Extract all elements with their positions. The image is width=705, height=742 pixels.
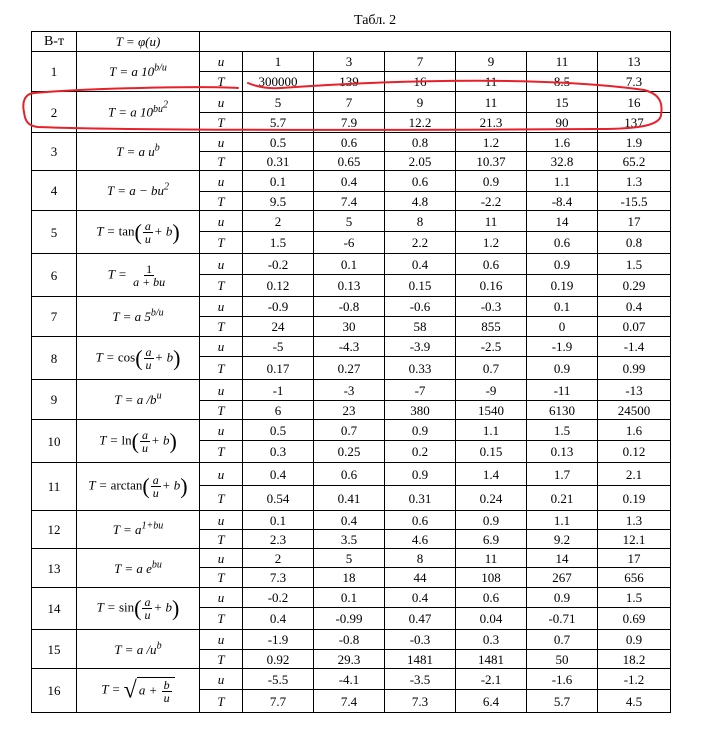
t-value-cell: 5.7 [527,690,598,713]
table-row [32,669,671,690]
u-value-cell: 0.8 [385,133,456,152]
formula-cell: T = cos( $\frac{a}{u}$ + b) [77,337,200,380]
t-value-cell: 1481 [456,650,527,669]
t-value-cell: 0.19 [527,275,598,297]
t-value-cell: 2.3 [243,530,314,549]
t-value-cell: 18 [314,568,385,588]
u-value-cell: 0.1 [314,254,385,275]
t-value-cell: 7.4 [314,192,385,211]
u-value-cell: 1.5 [598,254,671,275]
formula-cell: $T = a^{1+bu}$ [77,511,200,549]
t-label: T [200,530,243,549]
u-label: u [200,297,243,317]
t-value-cell: 1.5 [243,232,314,254]
formula-cell: T = a $u^b$ [77,133,200,171]
t-value-cell: 9.2 [527,530,598,549]
t-value-cell: 4.5 [598,690,671,713]
u-value-cell: 0.4 [314,511,385,530]
t-value-cell: 0.33 [385,357,456,380]
t-value-cell: 0.27 [314,357,385,380]
u-value-cell: 0.9 [527,254,598,275]
u-value-cell: 0.6 [385,171,456,192]
table-row [32,630,671,650]
formula-cell: T = ln( $\frac{a}{u}$ + b) [77,420,200,463]
formula-cell: T = $\frac{1}{a + bu}$ [77,254,200,297]
formula-cell: T = a $10^{b/u}$ [77,52,200,92]
u-value-cell: -4.3 [314,337,385,357]
t-value-cell: 0.15 [385,275,456,297]
table-row [32,511,671,530]
u-label: u [200,380,243,401]
u-value-cell: 5 [314,211,385,232]
u-value-cell: -0.3 [385,630,456,650]
t-value-cell: 12.1 [598,530,671,549]
t-value-cell: 0.16 [456,275,527,297]
t-value-cell: 7.4 [314,690,385,713]
t-value-cell: 10.37 [456,152,527,171]
t-value-cell: 0.9 [527,357,598,380]
t-value-cell: 0.07 [598,317,671,337]
u-value-cell: 0.1 [314,588,385,608]
t-value-cell: 0.17 [243,357,314,380]
t-value-cell: 16 [385,72,456,92]
u-label: u [200,669,243,690]
table-row [32,337,671,357]
variant-number: 16 [32,669,77,713]
u-value-cell: 0.6 [385,511,456,530]
u-value-cell: 0.9 [385,463,456,486]
t-value-cell: 9.5 [243,192,314,211]
u-value-cell: 0.9 [456,511,527,530]
u-value-cell: -3.5 [385,669,456,690]
t-value-cell: 0.12 [243,275,314,297]
formula-cell: T = a $/u^b$ [77,630,200,669]
t-value-cell: 6 [243,401,314,420]
t-value-cell: 0.65 [314,152,385,171]
u-value-cell: -7 [385,380,456,401]
u-value-cell: 16 [598,92,671,113]
t-value-cell: 29.3 [314,650,385,669]
u-value-cell: -11 [527,380,598,401]
variant-number: 3 [32,133,77,171]
table-row [32,463,671,486]
t-value-cell: 0.21 [527,486,598,511]
u-value-cell: 0.9 [456,171,527,192]
t-value-cell: 0.12 [598,441,671,463]
t-value-cell: 6.9 [456,530,527,549]
t-value-cell: 0.6 [527,232,598,254]
t-label: T [200,232,243,254]
formula-cell: T = arctan( $\frac{a}{u}$ + b) [77,463,200,511]
formula-cell: $T = a - bu^2$ [77,171,200,211]
variant-number: 4 [32,171,77,211]
u-value-cell: 1.3 [598,171,671,192]
u-value-cell: 8 [385,211,456,232]
u-value-cell: 17 [598,211,671,232]
t-value-cell: 0.7 [456,357,527,380]
header-formula: T = φ(u) [77,32,200,52]
t-value-cell: 2.05 [385,152,456,171]
t-label: T [200,192,243,211]
u-value-cell: 0.3 [456,630,527,650]
u-label: u [200,588,243,608]
u-label: u [200,549,243,568]
t-value-cell: 0.99 [598,357,671,380]
u-value-cell: -0.2 [243,254,314,275]
t-value-cell: 7.3 [385,690,456,713]
u-label: u [200,463,243,486]
t-value-cell: 0.69 [598,608,671,630]
t-value-cell: 7.3 [598,72,671,92]
t-value-cell: -0.71 [527,608,598,630]
u-value-cell: 0.6 [314,463,385,486]
u-label: u [200,52,243,72]
u-label: u [200,420,243,441]
formula-cell: T = tan( $\frac{a}{u}$ + b) [77,211,200,254]
table-row [32,380,671,401]
t-value-cell: 1481 [385,650,456,669]
t-label: T [200,275,243,297]
u-value-cell: 0.9 [385,420,456,441]
t-value-cell: 0.19 [598,486,671,511]
u-value-cell: -1.6 [527,669,598,690]
u-value-cell: 0.5 [243,133,314,152]
t-label: T [200,72,243,92]
t-value-cell: 0 [527,317,598,337]
t-value-cell: 0.15 [456,441,527,463]
t-value-cell: 90 [527,113,598,133]
t-value-cell: 0.04 [456,608,527,630]
u-value-cell: 1.1 [527,171,598,192]
u-value-cell: -1.2 [598,669,671,690]
t-value-cell: 7.3 [243,568,314,588]
table-row [32,588,671,608]
t-value-cell: 108 [456,568,527,588]
u-value-cell: -1.4 [598,337,671,357]
t-label: T [200,690,243,713]
variant-number: 1 [32,52,77,92]
t-value-cell: 7.7 [243,690,314,713]
u-value-cell: 17 [598,549,671,568]
t-label: T [200,568,243,588]
u-value-cell: 0.4 [385,254,456,275]
t-value-cell: 23 [314,401,385,420]
header-blank [200,32,671,52]
u-value-cell: -2.5 [456,337,527,357]
variant-number: 7 [32,297,77,337]
u-value-cell: 13 [598,52,671,72]
variant-number: 5 [32,211,77,254]
u-value-cell: 0.7 [527,630,598,650]
t-value-cell: 58 [385,317,456,337]
t-value-cell: 30 [314,317,385,337]
t-value-cell: 2.2 [385,232,456,254]
t-value-cell: 11 [456,72,527,92]
u-value-cell: -5 [243,337,314,357]
u-value-cell: 11 [527,52,598,72]
u-value-cell: 8 [385,549,456,568]
u-value-cell: 1.7 [527,463,598,486]
table-row [32,211,671,232]
t-value-cell: 0.13 [527,441,598,463]
u-value-cell: -0.2 [243,588,314,608]
table-row [32,92,671,113]
t-label: T [200,401,243,420]
variant-number: 10 [32,420,77,463]
u-value-cell: 7 [314,92,385,113]
u-value-cell: 0.4 [598,297,671,317]
u-label: u [200,254,243,275]
variant-number: 2 [32,92,77,133]
u-value-cell: -0.6 [385,297,456,317]
u-label: u [200,630,243,650]
t-value-cell: 0.41 [314,486,385,511]
t-value-cell: 0.47 [385,608,456,630]
t-value-cell: 0.29 [598,275,671,297]
t-value-cell: 855 [456,317,527,337]
u-value-cell: -0.3 [456,297,527,317]
t-value-cell: 32.8 [527,152,598,171]
u-value-cell: 2 [243,549,314,568]
u-value-cell: 0.6 [456,588,527,608]
u-value-cell: -3.9 [385,337,456,357]
u-value-cell: -5.5 [243,669,314,690]
t-label: T [200,650,243,669]
u-value-cell: 1.1 [456,420,527,441]
u-value-cell: 1.5 [527,420,598,441]
u-value-cell: -0.8 [314,630,385,650]
t-value-cell: -8.4 [527,192,598,211]
u-value-cell: 1.1 [527,511,598,530]
u-label: u [200,211,243,232]
t-value-cell: 12.2 [385,113,456,133]
variants-table [31,31,671,713]
table-row [32,420,671,441]
table-row [32,52,671,72]
u-value-cell: 0.5 [243,420,314,441]
table-caption: Табл. 2 [354,13,397,28]
formula-cell: T = a $/b^u$ [77,380,200,420]
u-value-cell: -1.9 [243,630,314,650]
t-value-cell: 0.54 [243,486,314,511]
table-row [32,133,671,152]
u-value-cell: 15 [527,92,598,113]
t-value-cell: 137 [598,113,671,133]
u-value-cell: -3 [314,380,385,401]
u-label: u [200,337,243,357]
u-value-cell: 11 [456,549,527,568]
u-value-cell: 0.1 [243,511,314,530]
u-value-cell: 0.7 [314,420,385,441]
t-value-cell: 6130 [527,401,598,420]
u-label: u [200,171,243,192]
variant-number: 14 [32,588,77,630]
table-row [32,171,671,192]
t-value-cell: 1540 [456,401,527,420]
t-value-cell: 0.31 [243,152,314,171]
u-value-cell: 3 [314,52,385,72]
formula-cell: T = a $5^{b/u}$ [77,297,200,337]
u-value-cell: 0.6 [456,254,527,275]
u-value-cell: 0.4 [243,463,314,486]
u-value-cell: 9 [385,92,456,113]
t-value-cell: 65.2 [598,152,671,171]
u-value-cell: 1.9 [598,133,671,152]
t-value-cell: 0.4 [243,608,314,630]
variant-number: 9 [32,380,77,420]
u-value-cell: 14 [527,211,598,232]
u-value-cell: 0.6 [314,133,385,152]
t-value-cell: 7.9 [314,113,385,133]
u-value-cell: 1 [243,52,314,72]
t-value-cell: 0.2 [385,441,456,463]
u-value-cell: 11 [456,211,527,232]
u-value-cell: 5 [243,92,314,113]
u-value-cell: 11 [456,92,527,113]
t-label: T [200,317,243,337]
u-value-cell: 0.1 [243,171,314,192]
t-value-cell: 0.25 [314,441,385,463]
u-value-cell: -9 [456,380,527,401]
variant-number: 6 [32,254,77,297]
u-value-cell: 2.1 [598,463,671,486]
t-value-cell: 21.3 [456,113,527,133]
t-value-cell: 0.3 [243,441,314,463]
u-value-cell: 1.2 [456,133,527,152]
u-value-cell: 0.9 [598,630,671,650]
table-row [32,549,671,568]
t-value-cell: -2.2 [456,192,527,211]
formula-cell: T = a $e^{bu}$ [77,549,200,588]
header-variant: В-т [32,32,77,52]
table-row [32,254,671,275]
t-value-cell: 50 [527,650,598,669]
t-value-cell: 44 [385,568,456,588]
u-value-cell: -4.1 [314,669,385,690]
u-value-cell: -13 [598,380,671,401]
variant-number: 11 [32,463,77,511]
u-value-cell: 0.4 [385,588,456,608]
u-value-cell: 1.6 [527,133,598,152]
t-value-cell: 656 [598,568,671,588]
formula-cell: T = sin( $\frac{a}{u}$ + b) [77,588,200,630]
t-value-cell: 24 [243,317,314,337]
t-label: T [200,152,243,171]
t-value-cell: 6.4 [456,690,527,713]
t-label: T [200,608,243,630]
t-value-cell: 0.31 [385,486,456,511]
t-value-cell: -6 [314,232,385,254]
u-label: u [200,511,243,530]
u-value-cell: 1.4 [456,463,527,486]
t-label: T [200,441,243,463]
t-value-cell: 4.6 [385,530,456,549]
variant-number: 15 [32,630,77,669]
u-value-cell: 1.3 [598,511,671,530]
u-value-cell: 1.5 [598,588,671,608]
u-value-cell: -2.1 [456,669,527,690]
u-value-cell: 0.1 [527,297,598,317]
variant-number: 12 [32,511,77,549]
t-value-cell: 0.24 [456,486,527,511]
t-value-cell: 4.8 [385,192,456,211]
t-label: T [200,486,243,511]
t-value-cell: 300000 [243,72,314,92]
t-value-cell: 0.92 [243,650,314,669]
t-value-cell: 3.5 [314,530,385,549]
u-label: u [200,92,243,113]
t-value-cell: 8.5 [527,72,598,92]
t-value-cell: 18.2 [598,650,671,669]
t-value-cell: 139 [314,72,385,92]
u-value-cell: 1.6 [598,420,671,441]
t-value-cell: 0.8 [598,232,671,254]
t-value-cell: -0.99 [314,608,385,630]
variant-number: 8 [32,337,77,380]
t-value-cell: -15.5 [598,192,671,211]
t-value-cell: 1.2 [456,232,527,254]
t-value-cell: 380 [385,401,456,420]
u-value-cell: -0.8 [314,297,385,317]
u-value-cell: 9 [456,52,527,72]
t-label: T [200,113,243,133]
u-value-cell: 0.9 [527,588,598,608]
u-value-cell: -1 [243,380,314,401]
u-value-cell: 0.4 [314,171,385,192]
formula-cell: T = a $10^{bu^2}$ [77,92,200,133]
table-row [32,297,671,317]
variant-number: 13 [32,549,77,588]
t-value-cell: 0.13 [314,275,385,297]
t-value-cell: 5.7 [243,113,314,133]
header-row [32,32,671,52]
u-value-cell: -1.9 [527,337,598,357]
formula-cell: T = √ a + $\frac{b}{u}$ [77,669,200,713]
t-value-cell: 267 [527,568,598,588]
u-value-cell: 5 [314,549,385,568]
u-label: u [200,133,243,152]
u-value-cell: 7 [385,52,456,72]
t-value-cell: 24500 [598,401,671,420]
t-label: T [200,357,243,380]
u-value-cell: -0.9 [243,297,314,317]
u-value-cell: 14 [527,549,598,568]
u-value-cell: 2 [243,211,314,232]
